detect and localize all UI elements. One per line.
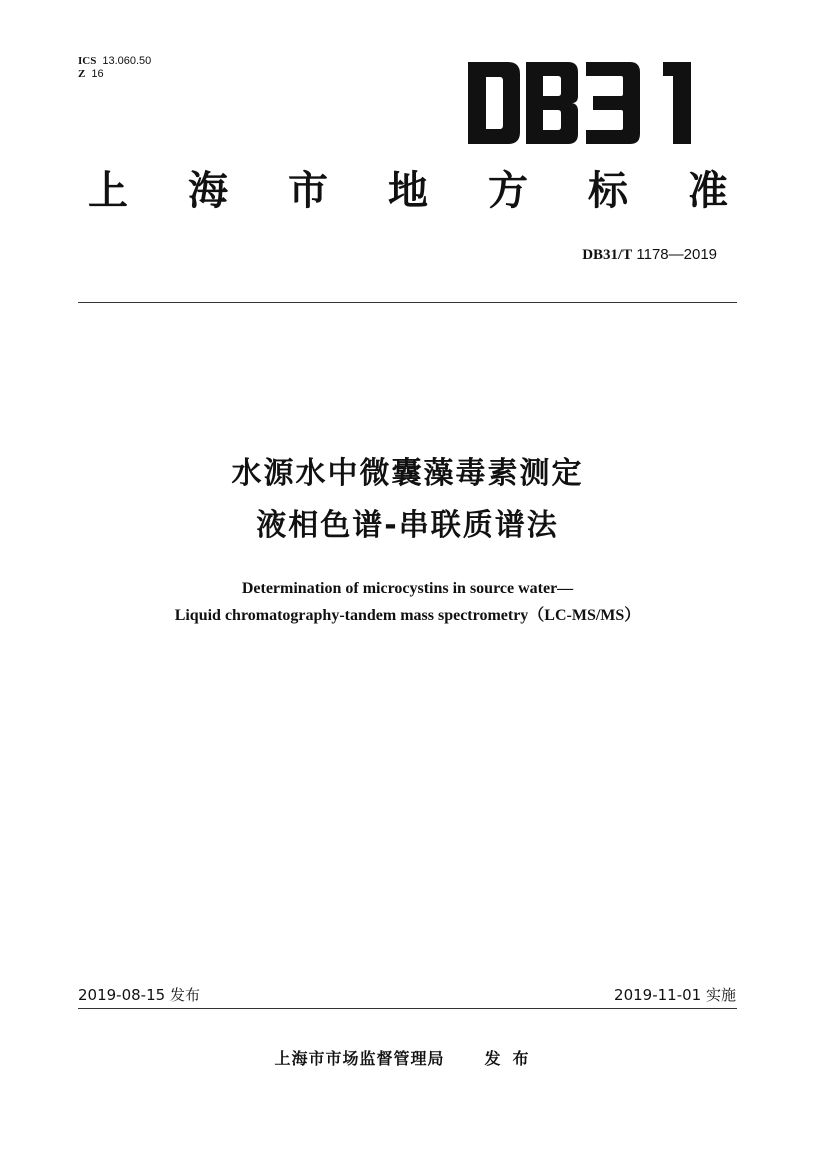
- db31-logo: [468, 62, 693, 144]
- heading-char: 地: [388, 168, 428, 214]
- heading-char: 上: [88, 168, 128, 214]
- ics-line: [78, 55, 151, 68]
- heading-char: 市: [288, 168, 328, 214]
- title-cn-line2: 液相色谱-串联质谱法: [256, 508, 559, 543]
- heading-char: 准: [688, 168, 728, 214]
- title-en-line1: Determination of microcystins in source water—: [241, 580, 574, 597]
- publisher-line: [0, 1046, 815, 1069]
- bottom-divider: [78, 1008, 737, 1009]
- publisher-action: 发布: [484, 1049, 541, 1068]
- heading-char: 方: [488, 168, 528, 214]
- title-en-line2: Liquid chromatography-tandem mass spectrometry（LC-MS/MS）: [174, 607, 641, 624]
- heading-char: 标: [588, 168, 628, 214]
- standard-code: [582, 246, 717, 264]
- implement-date: 2019-11-01 实施: [614, 986, 736, 1004]
- classification-codes: [78, 55, 151, 81]
- top-divider: [78, 302, 737, 303]
- heading-char: 海: [188, 168, 228, 214]
- standard-type-heading: [88, 165, 728, 217]
- standard-code-prefix: DB31/T: [582, 247, 633, 263]
- ics-code: 13.060.50: [102, 55, 152, 67]
- ics-label: ICS: [78, 55, 97, 67]
- publisher-name: 上海市市场监督管理局: [274, 1049, 445, 1068]
- issue-date: 2019-08-15 发布: [78, 986, 200, 1004]
- class-label: Z: [78, 68, 86, 80]
- class-line: [78, 68, 151, 81]
- title-cn-line1: 水源水中微囊藻毒素测定: [231, 456, 584, 491]
- standard-code-number: 1178—2019: [636, 246, 717, 263]
- class-code: 16: [91, 68, 104, 80]
